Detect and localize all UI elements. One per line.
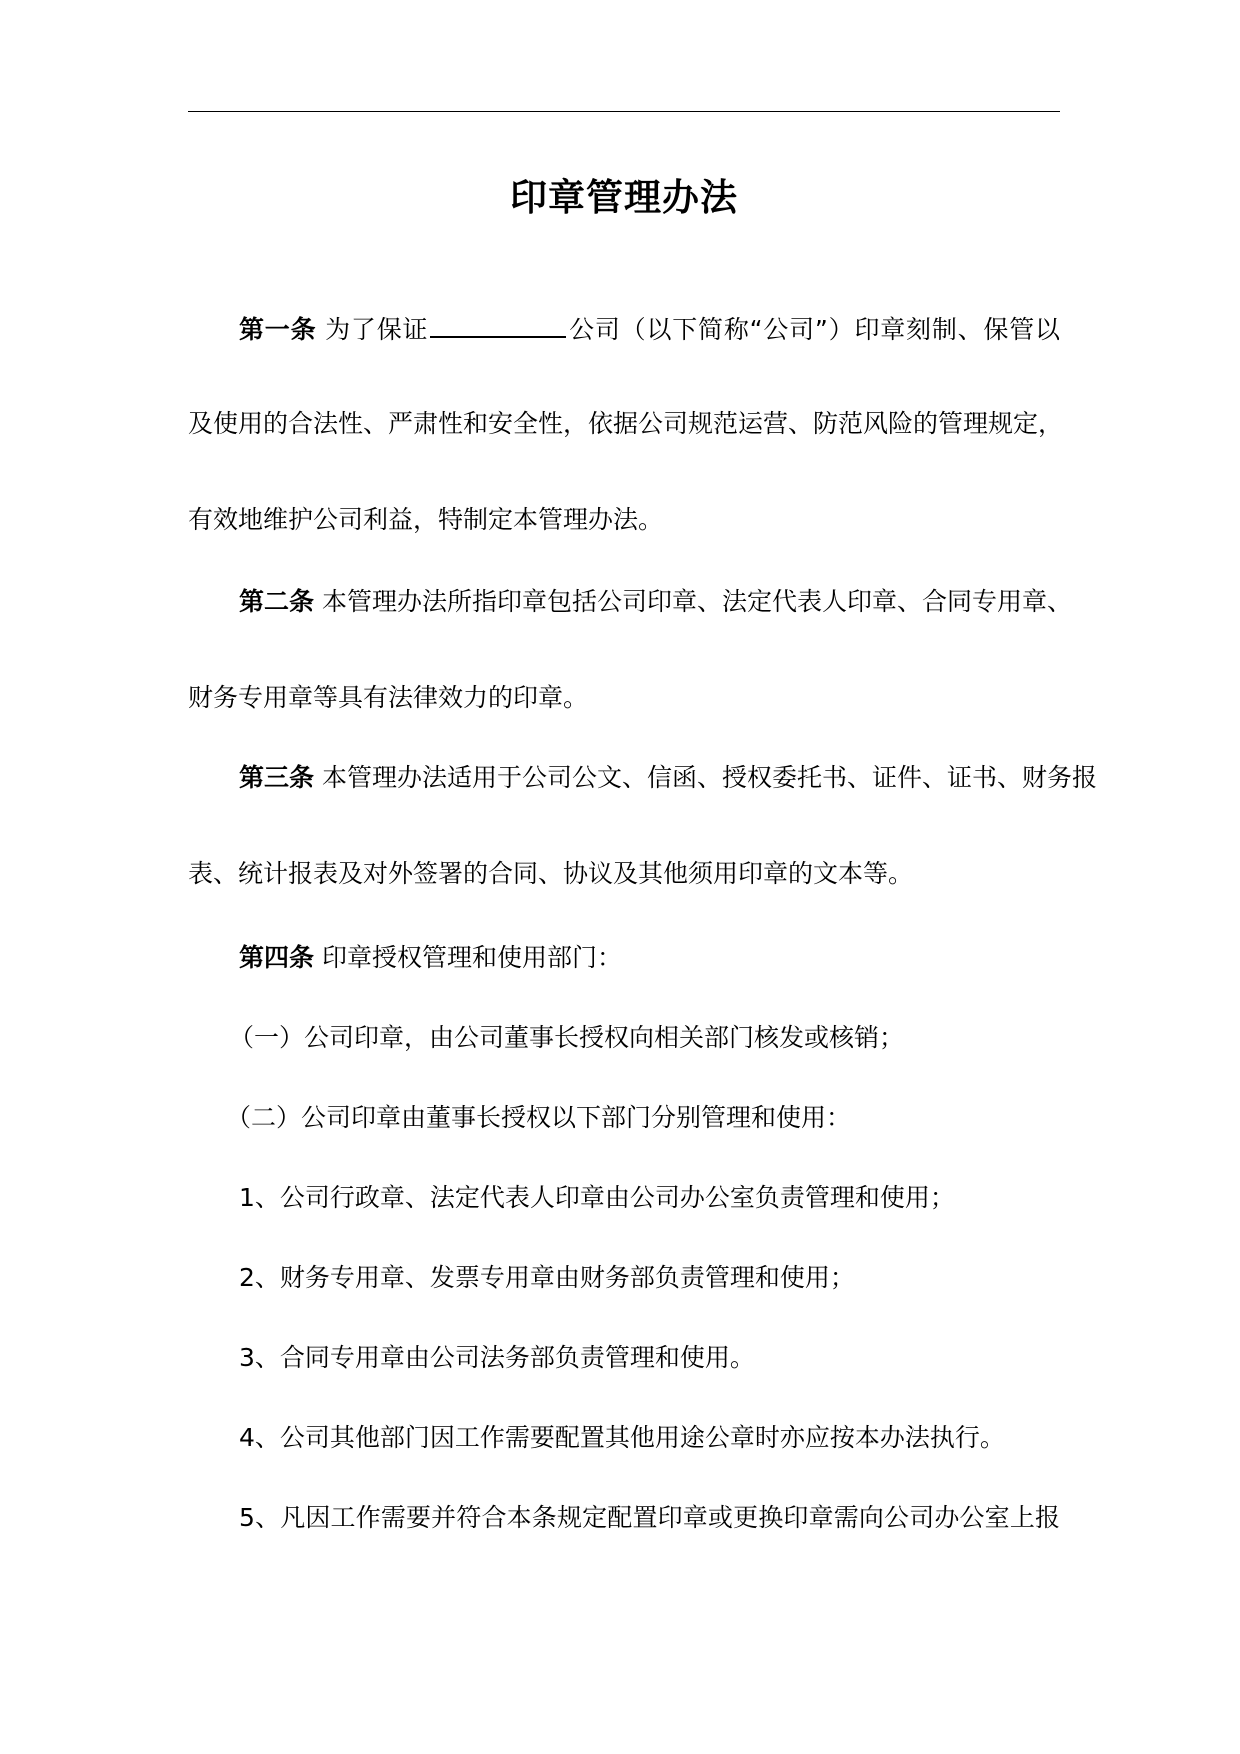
document-title: 印章管理办法 xyxy=(510,176,738,219)
article-2-text: 本管理办法所指印章包括公司印章、法定代表人印章、合同专用章、 xyxy=(321,587,1072,616)
header-rule xyxy=(188,111,1060,112)
article-2-label: 第二条 xyxy=(239,587,315,616)
article-1-text-after-blank: 公司（以下简称“公司”）印章刻制、保管以 xyxy=(568,315,1060,344)
article-1-line-3: 有效地维护公司利益，特制定本管理办法。 xyxy=(188,505,664,534)
article-4-text: 印章授权管理和使用部门： xyxy=(321,943,622,972)
list-item: 2、财务专用章、发票专用章由财务部负责管理和使用； xyxy=(239,1263,855,1292)
article-2-line-1 xyxy=(239,582,1072,622)
article-3-text: 本管理办法适用于公司公文、信函、授权委托书、证件、证书、财务报 xyxy=(321,763,1097,792)
article-1-label: 第一条 xyxy=(239,315,317,344)
article-1-text-before-blank: 为了保证 xyxy=(325,315,429,344)
list-item: 4、公司其他部门因工作需要配置其他用途公章时亦应按本办法执行。 xyxy=(239,1423,1005,1452)
list-item: 1、公司行政章、法定代表人印章由公司办公室负责管理和使用； xyxy=(239,1183,955,1212)
article-4-label: 第四条 xyxy=(239,943,315,972)
list-item: （一）公司印章，由公司董事长授权向相关部门核发或核销； xyxy=(229,1023,905,1052)
article-3-line-2: 表、统计报表及对外签署的合同、协议及其他须用印章的文本等。 xyxy=(188,859,914,888)
article-3-line-1 xyxy=(239,758,1097,798)
article-4-line-1 xyxy=(239,938,1060,978)
company-name-blank xyxy=(430,308,566,338)
article-1-line-2: 及使用的合法性、严肃性和安全性，依据公司规范运营、防范风险的管理规定， xyxy=(188,409,1064,438)
article-3-label: 第三条 xyxy=(239,763,315,792)
article-1-line-1 xyxy=(239,308,1060,350)
list-item: 3、合同专用章由公司法务部负责管理和使用。 xyxy=(239,1343,755,1372)
list-item: 5、凡因工作需要并符合本条规定配置印章或更换印章需向公司办公室上报 xyxy=(239,1503,1060,1532)
article-2-line-2: 财务专用章等具有法律效力的印章。 xyxy=(188,683,589,712)
list-item: （二）公司印章由董事长授权以下部门分别管理和使用： xyxy=(226,1103,852,1132)
